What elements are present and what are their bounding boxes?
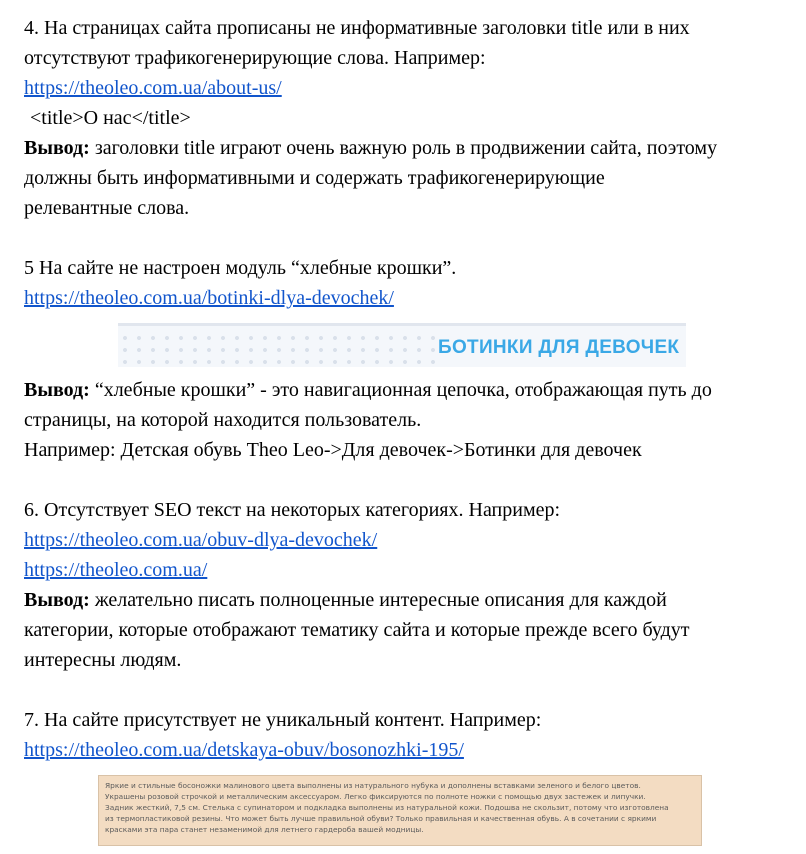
section-6-conclusion-text-1: желательно писать полноценные интересные описания для каждой (89, 589, 667, 611)
section-6 (24, 495, 806, 675)
section-7 (24, 705, 806, 846)
homepage-link[interactable]: https://theoleo.com.ua/ (24, 559, 208, 581)
excerpt-line: красками эта пара станет незаменимой для летнего гардероба вашей модницы. (105, 825, 424, 834)
conclusion-label: Вывод: (24, 137, 90, 159)
section-6-conclusion-line-1 (24, 585, 806, 615)
section-5-conclusion-text-1: “хлебные крошки” - это навигационная цепочка, отображающая путь до (89, 379, 712, 401)
excerpt-line: Яркие и стильные босоножки малинового цвета выполнены из натурального нубука и дополнены вставками зеленого и белого цветов. (105, 781, 641, 790)
title-tag-example: <title>О нас</title> (30, 107, 191, 129)
section-7-heading: 7. На сайте присутствует не уникальный контент. Например: (24, 709, 542, 731)
conclusion-label: Вывод: (24, 379, 90, 401)
about-us-link[interactable]: https://theoleo.com.ua/about-us/ (24, 77, 282, 99)
excerpt-line: из термопластиковой резины. Что может быть лучше правильной обуви? Только правильная и качественная обувь. А в сочетании с яркими (105, 814, 657, 823)
duplicate-content-screenshot (98, 775, 702, 846)
obuv-dlya-devochek-link[interactable]: https://theoleo.com.ua/obuv-dlya-devochek/ (24, 529, 378, 551)
section-5 (24, 253, 806, 465)
section-5-example-line: Например: Детская обувь Theo Leo->Для девочек->Ботинки для девочек (24, 439, 642, 461)
decorative-pattern (118, 332, 438, 367)
section-4-conclusion-line-3: релевантные слова. (24, 197, 190, 219)
section-5-conclusion-line-1 (24, 375, 806, 405)
breadcrumbs-screenshot (118, 323, 686, 367)
section-6-heading: 6. Отсутствует SEO текст на некоторых категориях. Например: (24, 499, 561, 521)
section-4-conclusion-line-2: должны быть информативными и содержать трафикогенерирующие (24, 167, 605, 189)
section-6-conclusion-line-2: категории, которые отображают тематику сайта и которые прежде всего будут (24, 619, 690, 641)
excerpt-line: Украшены розовой строчкой и металлическим аксессуаром. Легко фиксируются по полноте ножки с помощью двух застежек и липучки. (105, 792, 646, 801)
section-4-heading-line-2: отсутствуют трафикогенерирующие слова. Например: (24, 47, 486, 69)
excerpt-line: Задник жесткий, 7,5 см. Стелька с супинатором и подкладка выполнены из натуральной кожи. Подошва не скользит, потому что изготовлена (105, 803, 669, 812)
section-4-conclusion-text-1: заголовки title играют очень важную роль в продвижении сайта, поэтому (89, 137, 718, 159)
section-4 (24, 13, 806, 223)
bosonozhki-link[interactable]: https://theoleo.com.ua/detskaya-obuv/bosonozhki-195/ (24, 739, 464, 761)
botinki-link[interactable]: https://theoleo.com.ua/botinki-dlya-devochek/ (24, 287, 394, 309)
section-5-conclusion-line-2: страницы, на которой находится пользователь. (24, 409, 422, 431)
section-5-heading: 5 На сайте не настроен модуль “хлебные крошки”. (24, 257, 457, 279)
conclusion-label: Вывод: (24, 589, 90, 611)
section-4-conclusion-line-1 (24, 133, 806, 163)
section-6-conclusion-line-3: интересны людям. (24, 649, 182, 671)
section-4-heading-line-1: 4. На страницах сайта прописаны не информативные заголовки title или в них (24, 17, 690, 39)
category-title-image-text: БОТИНКИ ДЛЯ ДЕВОЧЕК (438, 337, 680, 358)
